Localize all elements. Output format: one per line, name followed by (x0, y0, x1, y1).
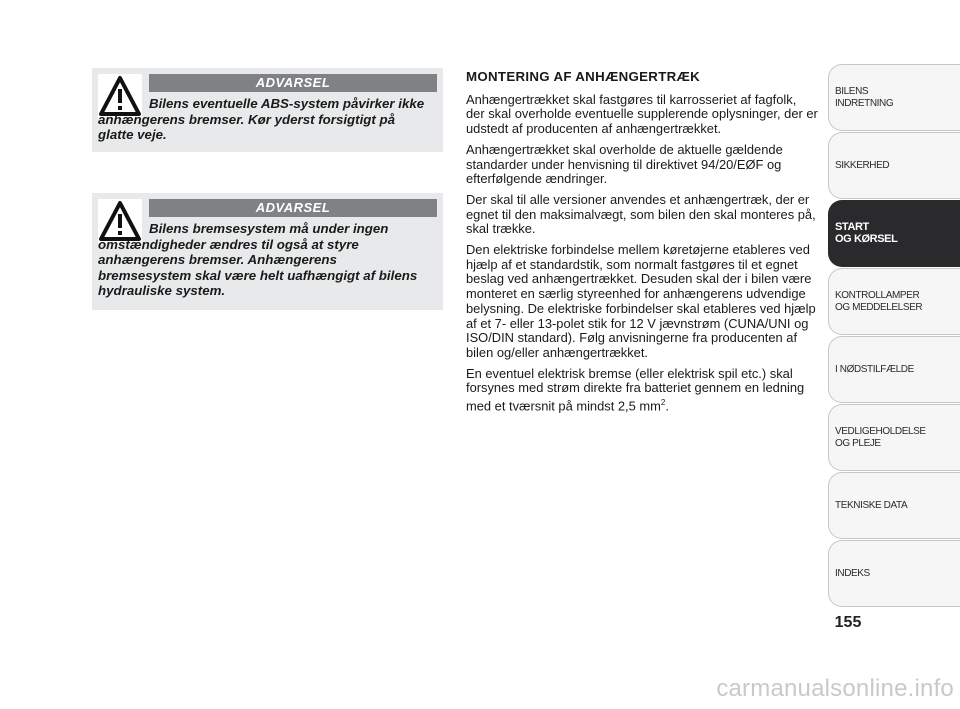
section-tabs (828, 64, 960, 608)
tab-bilens-indretning[interactable] (828, 64, 960, 131)
warning-label: ADVARSEL (149, 199, 437, 217)
article (466, 70, 818, 420)
watermark: carmanualsonline.info (716, 675, 954, 702)
tab-label: BILENS INDRETNING (835, 86, 894, 109)
article-paragraph: Anhængertrækket skal fastgøres til karrosseriet af fagfolk, der skal overholde eventuelle supplerende oplysninger, der er udstedt af producenten af anhængertrækket. (466, 91, 818, 137)
warning-text: Bilens eventuelle ABS-system påvirker ikke anhængerens bremser. Kør yderst forsigtigt på glatte veje. (98, 96, 425, 143)
tab-i-nodstilfaelde[interactable] (828, 336, 960, 403)
tab-sikkerhed[interactable] (828, 132, 960, 199)
warning-box-brakes (92, 193, 443, 310)
tab-tekniske-data[interactable] (828, 472, 960, 539)
article-paragraph: Der skal til alle versioner anvendes et anhængertræk, der er egnet til den maksimalvægt, som bilen den skal monteres på, skal trække. (466, 191, 816, 237)
tab-label: VEDLIGEHOLDELSE OG PLEJE (835, 426, 926, 449)
tab-start-og-korsel[interactable] (828, 200, 960, 267)
tab-vedligeholdelse[interactable] (828, 404, 960, 471)
warning-box-abs (92, 68, 443, 152)
article-paragraph-text: En eventuel elektrisk bremse (eller elektrisk spil etc.) skal forsynes med strøm direkte fra batteriet gennem en ledning med et tværsnit på mindst 2,5 mm (466, 365, 805, 414)
warning-label: ADVARSEL (149, 74, 437, 92)
tab-label: START OG KØRSEL (835, 221, 898, 245)
tab-indeks[interactable] (828, 540, 960, 607)
tab-label: INDEKS (835, 567, 870, 579)
warning-text: Bilens bremsesystem må under ingen omstændigheder ændres til også at styre anhængerens bremser. Anhængerens bremsesystem skal være helt uafhængigt af bilens hydrauliske system. (98, 221, 418, 299)
tab-label: KONTROLLAMPER OG MEDDELELSER (835, 290, 923, 313)
page-number: 155 (834, 614, 862, 631)
article-paragraph-last (466, 367, 818, 414)
period: . (665, 398, 669, 414)
tab-label: SIKKERHED (835, 159, 890, 171)
superscript: 2 (660, 398, 666, 408)
tab-label: I NØDSTILFÆLDE (835, 363, 914, 375)
article-paragraph: Anhængertrækket skal overholde de aktuelle gældende standarder under henvisning til direktivet 94/20/EØF og efterfølgende ændringer. (466, 141, 783, 187)
article-paragraph: Den elektriske forbindelse mellem køretøjerne etableres ved hjælp af et standardstik, som normalt fastgøres til et egnet beslag ved anhængertrækket. Desuden skal der i bilen være monteret en særlig styreenhed for anhængerens udvendige belysning. De elektriske forbindelser skal etableres ved hjælp af et 7- eller 13-polet stik for 12 V jævnstrøm (CUNA/UNI og ISO/DIN standard). Følg anvisningerne fra producenten af bilen og/eller anhængertrækket. (466, 242, 816, 360)
tab-kontrollamper[interactable] (828, 268, 960, 335)
tab-label: TEKNISKE DATA (835, 499, 908, 511)
article-heading: MONTERING AF ANHÆNGERTRÆK (466, 69, 701, 84)
